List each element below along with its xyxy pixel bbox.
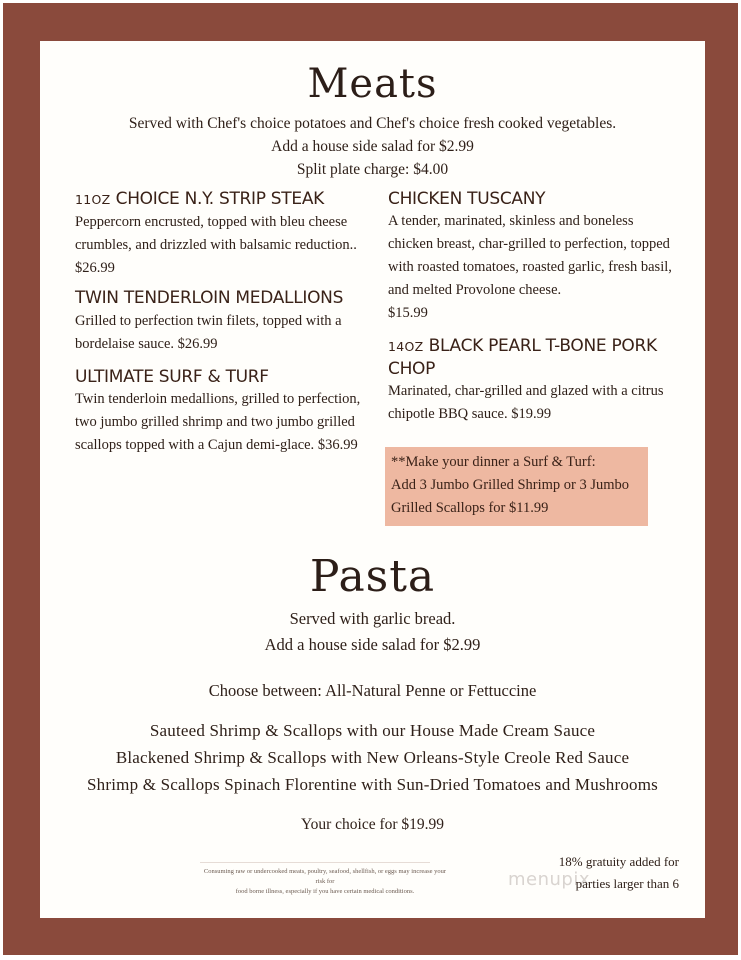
callout-line-2: Add 3 Jumbo Grilled Shrimp or 3 Jumbo: [391, 477, 630, 493]
item-description: [388, 380, 673, 426]
meats-right-column: [388, 188, 673, 433]
pasta-dish-3: Shrimp & Scallops Spinach Florentine with Sun-Dried Tomatoes and Mushrooms: [87, 775, 658, 794]
pasta-price: Your choice for $19.99: [300, 816, 445, 833]
gratuity-line-1: 18% gratuity added for: [558, 854, 679, 869]
item-title: CHOICE N.Y. STRIP STEAK: [115, 189, 325, 209]
meats-left-column: [75, 188, 375, 464]
disclaimer-line-2: food borne illness, especially if you have certain medical conditions.: [235, 888, 415, 895]
item-name: CHICKEN TUSCANY: [388, 189, 546, 209]
disclaimer-line-1: Consuming raw or undercooked meats, poultry, seafood, shellfish, or eggs may increase your risk for: [203, 868, 447, 885]
meats-intro-line-1: Served with Chef's choice potatoes and Chef's choice fresh cooked vegetables.: [128, 115, 617, 132]
menu-item: [75, 366, 375, 457]
pasta-choose: Choose between: All-Natural Penne or Fettuccine: [208, 681, 537, 700]
item-name: TWIN TENDERLOIN MEDALLIONS: [75, 288, 344, 308]
item-price: $26.99: [75, 260, 115, 276]
item-name: [388, 335, 673, 380]
item-desc-text: Grilled to perfection twin filets, topped with a bordelaise sauce.: [75, 313, 342, 352]
pasta-dish-2: Blackened Shrimp & Scallops with New Orleans-Style Creole Red Sauce: [115, 748, 630, 767]
item-desc-text: Peppercorn encrusted, topped with bleu cheese crumbles, and drizzled with balsamic reduction..: [75, 214, 357, 253]
item-description: [75, 310, 375, 356]
menu-item: [75, 188, 375, 280]
item-size: 11OZ: [75, 192, 111, 207]
item-name: ULTIMATE SURF & TURF: [75, 367, 269, 387]
item-desc-text: A tender, marinated, skinless and boneless chicken breast, char-grilled to perfection, topped with roasted tomatoes, roasted garlic, fresh basil, and melted Provolone cheese.: [388, 213, 672, 298]
watermark-logo: menupix: [508, 869, 591, 890]
meats-title: Meats: [307, 61, 438, 107]
item-title: BLACK PEARL T-BONE PORK CHOP: [388, 336, 657, 379]
callout-line-1: **Make your dinner a Surf & Turf:: [391, 454, 596, 470]
gratuity-note: [529, 851, 679, 895]
item-price: $19.99: [511, 406, 552, 422]
gratuity-line-2: parties larger than 6: [575, 876, 679, 891]
meats-intro-line-2: Add a house side salad for $2.99: [271, 138, 474, 155]
item-desc-text: Twin tenderloin medallions, grilled to perfection, two jumbo grilled shrimp and two jumbo grilled scallops topped with a Cajun demi-glace.: [75, 391, 361, 453]
menu-content: [40, 41, 705, 918]
item-size: 14OZ: [388, 339, 424, 354]
item-price: $36.99: [317, 437, 358, 453]
item-description: [75, 211, 375, 280]
item-price: $15.99: [388, 305, 428, 321]
callout-line-3: Grilled Scallops for $11.99: [391, 500, 549, 516]
meats-intro-line-3: Split plate charge: $4.00: [296, 161, 449, 178]
pasta-intro-line-2: Add a house side salad for $2.99: [264, 635, 481, 654]
menu-item: [388, 188, 673, 325]
surf-turf-callout: [385, 447, 648, 526]
menu-item: [75, 287, 375, 356]
item-name: [75, 188, 375, 211]
divider: [200, 862, 430, 863]
item-description: [75, 388, 375, 457]
item-description: [388, 210, 673, 325]
food-disclaimer: [200, 867, 450, 897]
menu-item: [388, 335, 673, 426]
pasta-title: Pasta: [309, 551, 436, 602]
menu-border: [3, 3, 738, 955]
item-price: $26.99: [177, 336, 218, 352]
pasta-intro-line-1: Served with garlic bread.: [289, 609, 456, 628]
pasta-dish-1: Sauteed Shrimp & Scallops with our House Made Cream Sauce: [149, 721, 596, 740]
item-desc-text: Marinated, char-grilled and glazed with a citrus chipotle BBQ sauce.: [388, 383, 664, 422]
